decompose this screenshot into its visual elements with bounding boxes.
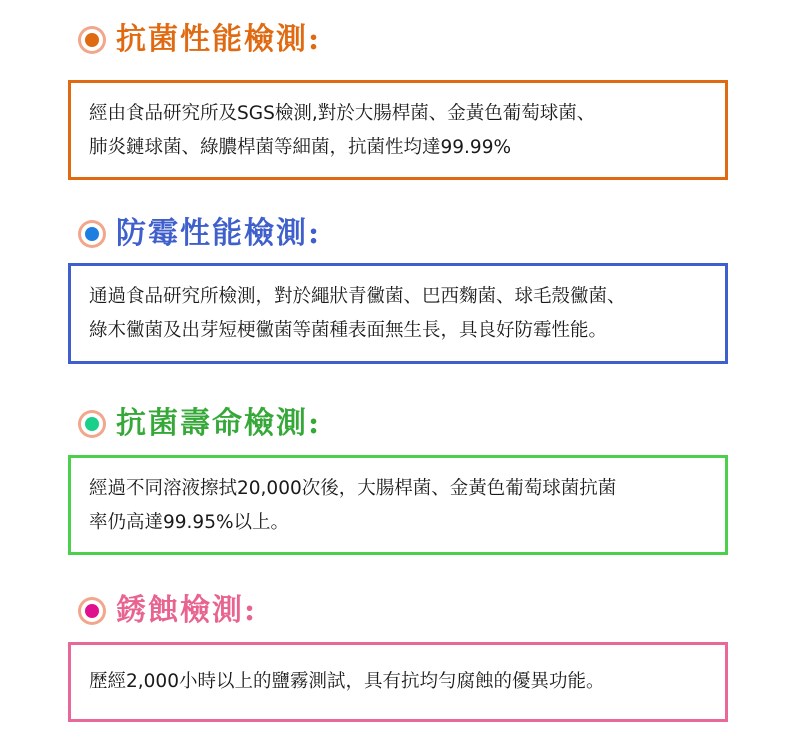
description-box <box>68 455 728 555</box>
section-title: 防霉性能檢測: <box>116 216 322 251</box>
description-line: 率仍高達99.95%以上。 <box>89 512 290 533</box>
description-text <box>89 280 717 348</box>
bullet-icon <box>78 26 106 54</box>
description-line: 通過食品研究所檢測，對於繩狀青黴菌、巴西麴菌、球毛殼黴菌、 <box>89 286 626 307</box>
heading-corrosion <box>78 589 257 633</box>
description-line: 肺炎鏈球菌、綠膿桿菌等細菌，抗菌性均達99.99% <box>89 137 512 158</box>
bullet-dot <box>85 33 99 47</box>
description-line: 經由食品研究所及SGS檢測,對於大腸桿菌、金黃色葡萄球菌、 <box>89 103 596 124</box>
description-line: 歷經2,000小時以上的鹽霧測試，具有抗均勻腐蝕的優異功能。 <box>89 671 605 692</box>
bullet-dot <box>85 604 99 618</box>
description-line: 綠木黴菌及出芽短梗黴菌等菌種表面無生長，具良好防霉性能。 <box>89 320 608 341</box>
description-text <box>89 472 717 540</box>
bullet-icon <box>78 220 106 248</box>
heading-antibacterial-performance <box>78 18 321 62</box>
section-title: 銹蝕檢測: <box>116 593 258 628</box>
heading-antimold-performance <box>78 212 321 256</box>
description-text <box>89 665 717 699</box>
description-box <box>68 263 728 364</box>
section-title: 抗菌壽命檢測: <box>116 406 322 441</box>
bullet-icon <box>78 410 106 438</box>
description-text <box>89 97 717 165</box>
bullet-dot <box>85 227 99 241</box>
description-box <box>68 80 728 180</box>
description-box <box>68 642 728 722</box>
heading-antibacterial-lifespan <box>78 402 321 446</box>
bullet-icon <box>78 597 106 625</box>
description-line: 經過不同溶液擦拭20,000次後，大腸桿菌、金黃色葡萄球菌抗菌 <box>89 478 617 499</box>
section-title: 抗菌性能檢測: <box>116 22 322 57</box>
bullet-dot <box>85 417 99 431</box>
